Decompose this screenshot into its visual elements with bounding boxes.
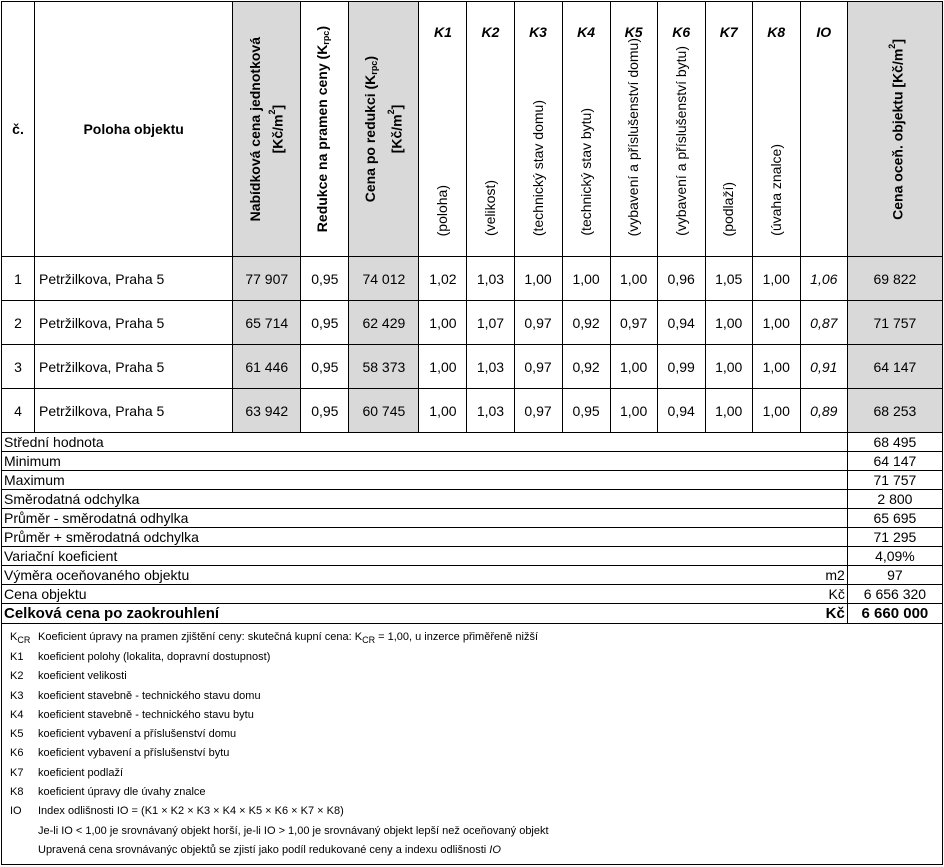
- summary-unit: [800, 433, 847, 452]
- summary-label: Průměr + směrodatná odchylka: [2, 528, 801, 547]
- cell-after: 60 745: [349, 389, 419, 433]
- legend-key: K6: [10, 747, 24, 760]
- summary-value: 6 656 320: [847, 585, 942, 604]
- legend-key: K2: [10, 670, 24, 683]
- legend-item-kcr: [2, 628, 942, 647]
- cell-k1: 1,00: [419, 301, 467, 345]
- legend-key: K3: [10, 689, 24, 702]
- cell-k5: 0,97: [610, 301, 657, 345]
- cell-k2: 1,07: [467, 301, 514, 345]
- cell-after: 62 429: [349, 301, 419, 345]
- cell-k6: 0,99: [657, 345, 705, 389]
- cell-k4: 0,92: [562, 301, 610, 345]
- legend-text: koeficient vybavení a příslušenství domu: [38, 728, 237, 741]
- cell-k8: 1,00: [752, 389, 800, 433]
- cell-number: 2: [2, 301, 35, 345]
- cell-number: 4: [2, 389, 35, 433]
- cell-k4: 0,92: [562, 345, 610, 389]
- cell-offer: 77 907: [233, 257, 301, 301]
- header-result-price: Cena oceň. objektu $[Kč/m^2]$: [847, 2, 942, 257]
- cell-after: 74 012: [349, 257, 419, 301]
- summary-value: 4,09%: [847, 547, 942, 566]
- legend-text: Je-li IO < 1,00 je srovnávaný objekt horší, je-li IO > 1,00 je srovnávaný objekt lepší než oceňovaný objekt: [38, 824, 549, 837]
- legend: [1, 624, 943, 865]
- legend-item: [2, 705, 942, 724]
- header-offer-price: Nabídková cena jednotková $[Kč/m^2]$: [233, 2, 301, 257]
- cell-result: 71 757: [847, 301, 942, 345]
- cell-location: Petržilkova, Praha 5: [35, 389, 233, 433]
- summary-object-price: [2, 585, 943, 604]
- legend-key: K4: [10, 708, 24, 721]
- summary-label: Směrodatná odchylka: [2, 490, 801, 509]
- header-price-after-reduction: Cena po redukci $(K_{rpc})$ $[Kč/m^2]$: [349, 2, 419, 257]
- cell-k3: 0,97: [514, 345, 562, 389]
- cell-k7: 1,00: [705, 389, 752, 433]
- cell-k4: 0,95: [562, 389, 610, 433]
- summary-minimum: [2, 452, 943, 471]
- cell-k6: 0,94: [657, 389, 705, 433]
- cell-k6: 0,94: [657, 301, 705, 345]
- cell-k6: 0,96: [657, 257, 705, 301]
- cell-location: Petržilkova, Praha 5: [35, 257, 233, 301]
- legend-text: Koeficient úpravy na pramen zjištění ceny: skutečná kupní cena: $K_{CR} = 1,00$, u inzerce přiměřeně nižší: [38, 630, 539, 645]
- legend-key: K8: [10, 786, 24, 799]
- summary-value: 68 495: [847, 433, 942, 452]
- header-reduction: Redukce na pramen ceny $(K_{rpc})$: [301, 2, 349, 257]
- cell-io: 0,87: [800, 301, 847, 345]
- cell-location: Petržilkova, Praha 5: [35, 301, 233, 345]
- summary-unit: m2: [800, 566, 847, 585]
- legend-text: koeficient podlaží: [38, 766, 123, 779]
- summary-area: [2, 566, 943, 585]
- cell-reduction: 0,95: [301, 389, 349, 433]
- cell-result: 69 822: [847, 257, 942, 301]
- header-k8: K8 (úvaha znalce): [752, 2, 800, 257]
- comparison-table: [1, 1, 943, 624]
- summary-unit: [800, 547, 847, 566]
- cell-io: 0,91: [800, 345, 847, 389]
- summary-mean: [2, 433, 943, 452]
- header-k7: K7 (podlaží): [705, 2, 752, 257]
- cell-k5: 1,00: [610, 257, 657, 301]
- summary-value: 65 695: [847, 509, 942, 528]
- cell-after: 58 373: [349, 345, 419, 389]
- legend-key: $K_{CR}$: [10, 630, 31, 645]
- cell-reduction: 0,95: [301, 345, 349, 389]
- legend-note-io-interpretation: [2, 821, 942, 840]
- cell-k3: 0,97: [514, 301, 562, 345]
- header-location: Poloha objektu: [35, 2, 233, 257]
- summary-label: Průměr - směrodatná odhylka: [2, 509, 801, 528]
- legend-text: koeficient stavebně - technického stavu domu: [38, 689, 261, 702]
- summary-unit: [800, 490, 847, 509]
- cell-k3: 0,97: [514, 389, 562, 433]
- summary-label: Cena objektu: [2, 585, 801, 604]
- legend-note-adjusted-price: [2, 840, 942, 859]
- summary-label: Maximum: [2, 471, 801, 490]
- legend-text: koeficient úpravy dle úvahy znalce: [38, 786, 206, 799]
- cell-io: 1,06: [800, 257, 847, 301]
- header-row: [2, 2, 943, 257]
- cell-k1: 1,00: [419, 345, 467, 389]
- cell-k7: 1,05: [705, 257, 752, 301]
- legend-item: [2, 724, 942, 743]
- legend-item: [2, 686, 942, 705]
- cell-location: Petržilkova, Praha 5: [35, 345, 233, 389]
- legend-key: IO: [10, 805, 22, 818]
- summary-value: 2 800: [847, 490, 942, 509]
- summary-unit: [800, 509, 847, 528]
- legend-item: [2, 763, 942, 782]
- table-row: [2, 389, 943, 433]
- summary-label: Minimum: [2, 452, 801, 471]
- cell-k2: 1,03: [467, 257, 514, 301]
- total-unit: Kč: [800, 604, 847, 624]
- legend-text: koeficient polohy (lokalita, dopravní dostupnost): [38, 650, 271, 663]
- legend-text: koeficient velikosti: [38, 670, 127, 683]
- legend-text: Index odlišnosti IO = (K1 × K2 × K3 × K4 × K5 × K6 × K7 × K8): [38, 805, 344, 818]
- cell-k7: 1,00: [705, 301, 752, 345]
- cell-reduction: 0,95: [301, 301, 349, 345]
- cell-k3: 1,00: [514, 257, 562, 301]
- cell-number: 1: [2, 257, 35, 301]
- header-number: č.: [2, 2, 35, 257]
- table-row: [2, 301, 943, 345]
- header-k6: K6 (vybavení a příslušenství bytu): [657, 2, 705, 257]
- legend-text: Upravená cena srovnávanýc objektů se zjistí jako podíl redukované ceny a indexu odlišnosti IO: [38, 843, 501, 856]
- summary-value: 71 295: [847, 528, 942, 547]
- cell-k7: 1,00: [705, 345, 752, 389]
- total-label: Celková cena po zaokrouhlení: [2, 604, 801, 624]
- cell-k5: 1,00: [610, 345, 657, 389]
- cell-offer: 61 446: [233, 345, 301, 389]
- summary-variation-coefficient: [2, 547, 943, 566]
- legend-item: [2, 667, 942, 686]
- cell-k2: 1,03: [467, 345, 514, 389]
- legend-item: [2, 744, 942, 763]
- header-k1: K1 (poloha): [419, 2, 467, 257]
- legend-item: [2, 802, 942, 821]
- summary-label: Výměra oceňovaného objektu: [2, 566, 801, 585]
- cell-result: 64 147: [847, 345, 942, 389]
- header-k3: K3 (technický stav domu): [514, 2, 562, 257]
- cell-number: 3: [2, 345, 35, 389]
- valuation-table-wrapper: [1, 1, 943, 865]
- table-row: [2, 257, 943, 301]
- summary-unit: [800, 452, 847, 471]
- summary-value: 64 147: [847, 452, 942, 471]
- cell-k1: 1,02: [419, 257, 467, 301]
- cell-k8: 1,00: [752, 345, 800, 389]
- cell-io: 0,89: [800, 389, 847, 433]
- cell-result: 68 253: [847, 389, 942, 433]
- legend-key: K7: [10, 766, 24, 779]
- legend-key: K1: [10, 650, 24, 663]
- cell-offer: 63 942: [233, 389, 301, 433]
- legend-text: koeficient vybavení a příslušenství bytu: [38, 747, 230, 760]
- cell-k1: 1,00: [419, 389, 467, 433]
- legend-item: [2, 782, 942, 801]
- header-k2: K2 (velikost): [467, 2, 514, 257]
- cell-k5: 1,00: [610, 389, 657, 433]
- legend-text: koeficient stavebně - technického stavu bytu: [38, 708, 254, 721]
- summary-mean-plus-sd: [2, 528, 943, 547]
- summary-value: 97: [847, 566, 942, 585]
- summary-unit: [800, 471, 847, 490]
- cell-k4: 1,00: [562, 257, 610, 301]
- summary-std-dev: [2, 490, 943, 509]
- summary-total-rounded: [2, 604, 943, 624]
- total-value: 6 660 000: [847, 604, 942, 624]
- cell-k8: 1,00: [752, 257, 800, 301]
- header-k5: K5 (vybavení a příslušenství domu): [610, 2, 657, 257]
- cell-reduction: 0,95: [301, 257, 349, 301]
- summary-value: 71 757: [847, 471, 942, 490]
- summary-label: Střední hodnota: [2, 433, 801, 452]
- summary-mean-minus-sd: [2, 509, 943, 528]
- header-io: IO: [800, 2, 847, 257]
- header-k4: K4 (technický stav bytu): [562, 2, 610, 257]
- summary-maximum: [2, 471, 943, 490]
- cell-offer: 65 714: [233, 301, 301, 345]
- table-row: [2, 345, 943, 389]
- summary-unit: Kč: [800, 585, 847, 604]
- cell-k8: 1,00: [752, 301, 800, 345]
- legend-item: [2, 647, 942, 666]
- legend-key: K5: [10, 728, 24, 741]
- cell-k2: 1,03: [467, 389, 514, 433]
- summary-unit: [800, 528, 847, 547]
- summary-label: Variační koeficient: [2, 547, 801, 566]
